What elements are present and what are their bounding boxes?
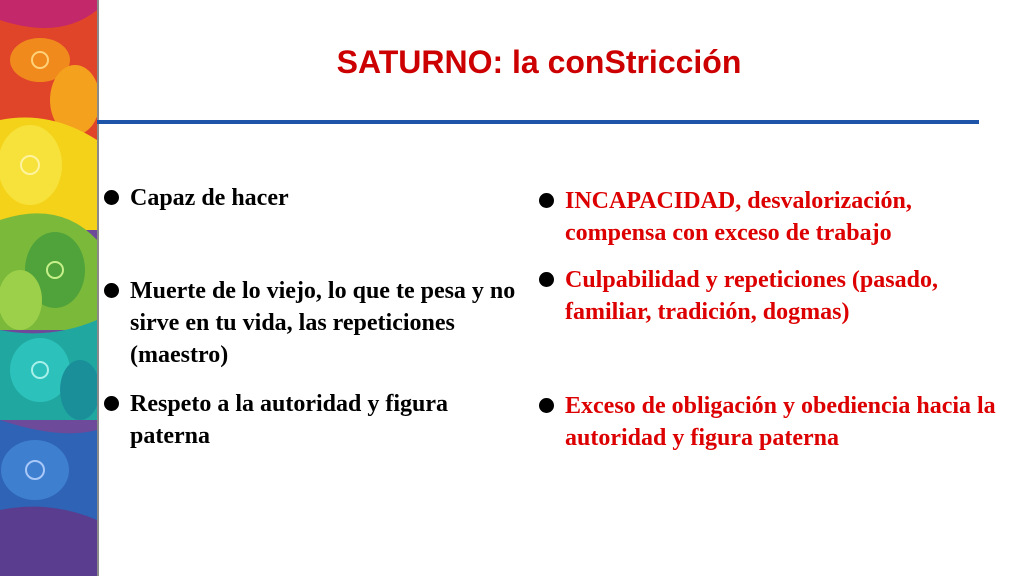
left-bullet-text: Respeto a la autoridad y figura paterna — [130, 391, 448, 449]
bullet-dot-icon — [539, 398, 554, 413]
right-bullet-text: Exceso de obligación y obediencia hacia la autoridad y figura paterna — [565, 393, 996, 451]
bullet-dot-icon — [539, 193, 554, 208]
bullet-dot-icon — [104, 283, 119, 298]
left-bullet-2 — [104, 275, 529, 371]
slide-title: SATURNO: la conStricción — [336, 44, 742, 80]
left-bullet-1 — [104, 182, 529, 214]
mandala-illustration — [0, 0, 97, 576]
title-underline — [97, 120, 979, 124]
bullet-dot-icon — [104, 190, 119, 205]
left-bullet-text: Muerte de lo viejo, lo que te pesa y no sirve en tu vida, las repeticiones (maestro) — [130, 278, 516, 368]
bullet-dot-icon — [539, 272, 554, 287]
bullet-dot-icon — [104, 396, 119, 411]
right-bullet-2 — [539, 264, 1014, 328]
left-bullet-3 — [104, 388, 529, 452]
decorative-mandala-art — [0, 0, 97, 576]
right-bullet-text: Culpabilidad y repeticiones (pasado, familiar, tradición, dogmas) — [565, 267, 938, 325]
right-bullet-text: INCAPACIDAD, desvalorización, compensa con exceso de trabajo — [565, 188, 912, 246]
right-bullet-1 — [539, 185, 1014, 249]
side-divider — [97, 0, 99, 576]
right-bullet-3 — [539, 390, 1014, 454]
left-bullet-text: Capaz de hacer — [130, 185, 289, 211]
